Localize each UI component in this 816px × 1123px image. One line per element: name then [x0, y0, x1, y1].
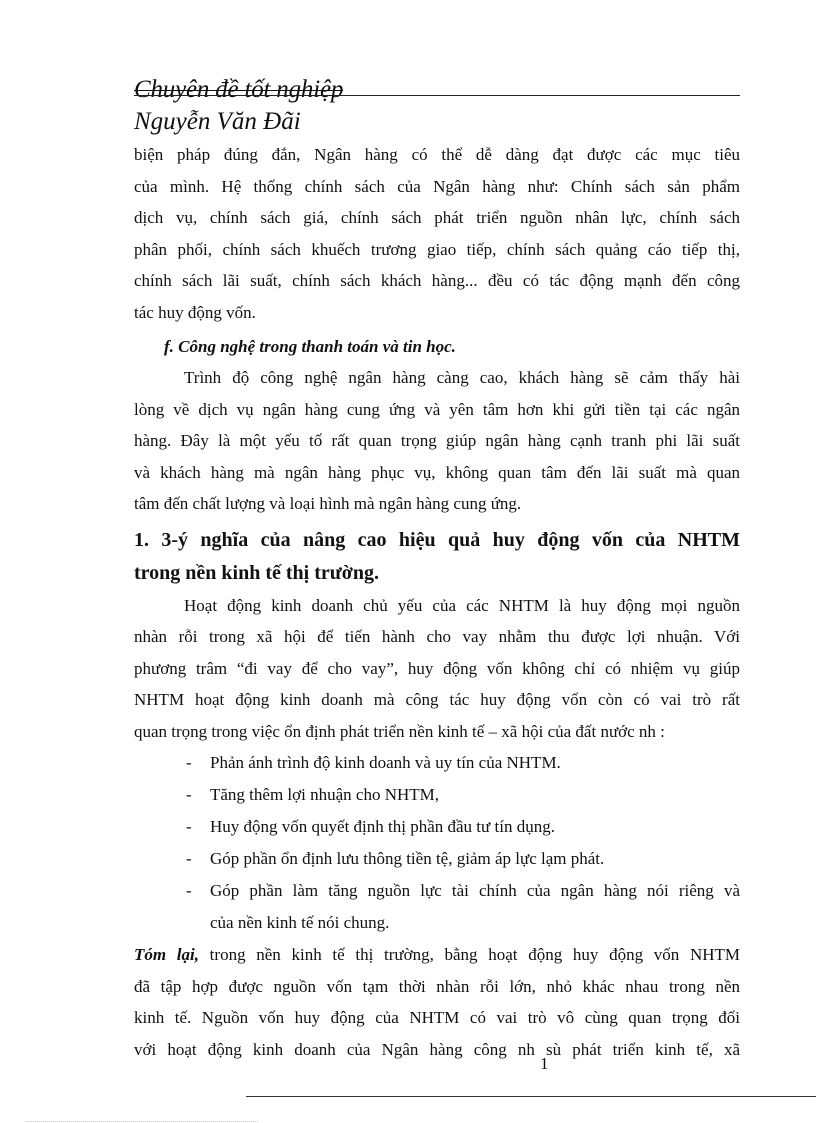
dash-marker: -: [186, 849, 192, 868]
text-line: hàng. Đây là một yếu tố rất quan trọng giúp ngân hàng cạnh tranh phi lãi suất: [134, 431, 740, 450]
text-line: dịch vụ, chính sách giá, chính sách phát triển nguồn nhân lực, chính sách: [134, 208, 740, 227]
text-line: chính sách lãi suất, chính sách khách hàng... đều có tác động mạnh đến công: [134, 271, 740, 290]
text-line: [134, 939, 740, 971]
list-item-text: Tăng thêm lợi nhuận cho NHTM,: [210, 785, 440, 804]
list-item: [134, 843, 740, 875]
page-number: 1: [540, 1054, 549, 1073]
list-item: [134, 875, 740, 939]
footer-rule: [246, 1096, 816, 1097]
text-line: nhàn rỗi trong xã hội để tiến hành cho vay nhằm thu được lợi nhuận. Với: [134, 627, 740, 646]
text-line: tác huy động vốn.: [134, 302, 256, 322]
document-header-title: Chuyên đề tốt nghiệp: [134, 76, 344, 103]
text-line: Hoạt động kinh doanh chủ yếu của các NHTM là huy động mọi nguồn: [184, 595, 740, 615]
list-item: [134, 747, 740, 779]
section-heading-line: trong nền kinh tế thị trường.: [134, 561, 379, 584]
text-line: NHTM hoạt động kinh doanh mà công tác huy động vốn còn có vai trò rất: [134, 690, 740, 709]
list-item-text: của nền kinh tế nói chung.: [210, 913, 390, 932]
summary-lead: Tóm lại,: [134, 945, 199, 964]
text-line: của mình. Hệ thống chính sách của Ngân hàng như: Chính sách sản phẩm: [134, 176, 740, 196]
dash-marker: -: [186, 753, 192, 772]
bullet-list: [134, 747, 740, 939]
paragraph-summary: [134, 939, 740, 1065]
paragraph-policies: [134, 139, 740, 328]
section-heading: [134, 524, 740, 590]
list-item-text: Phản ánh trình độ kinh doanh và uy tín của NHTM.: [210, 753, 561, 772]
list-item-text: Góp phần làm tăng nguồn lực tài chính của ngân hàng nói riêng và: [210, 881, 740, 900]
text-line: quan trọng trong việc ổn định phát triển nền kinh tế – xã hội của đất nước nh :: [134, 721, 665, 741]
dash-marker: -: [186, 785, 192, 804]
text-line: lòng về dịch vụ ngân hàng cung ứng và yên tâm hơn khi gửi tiền tại các ngân: [134, 399, 740, 419]
dash-marker: -: [186, 881, 192, 900]
subheading-technology: f. Công nghệ trong thanh toán và tin học.: [164, 337, 456, 356]
list-item-text: Huy động vốn quyết định thị phần đầu tư tín dụng.: [210, 817, 555, 836]
paragraph-technology: [134, 362, 740, 520]
list-item-text: Góp phần ổn định lưu thông tiền tệ, giảm áp lực lạm phát.: [210, 849, 605, 868]
dash-marker: -: [186, 817, 192, 836]
text-line: phương trâm “đi vay để cho vay”, huy động vốn không chỉ có nhiệm vụ giúp: [134, 658, 740, 678]
footer-dotted-rule: [26, 1121, 258, 1122]
text-line: tâm đến chất lượng và loại hình mà ngân hàng cung ứng.: [134, 494, 522, 513]
text-line: biện pháp đúng đắn, Ngân hàng có thể dễ dàng đạt được các mục tiêu: [134, 145, 740, 164]
section-heading-line: 1. 3-ý nghĩa của nâng cao hiệu quả huy động vốn của NHTM: [134, 528, 740, 551]
text-line: với hoạt động kinh doanh của Ngân hàng công nh sù phát triển kinh tế, xã: [134, 1039, 740, 1059]
text-line: đã tập hợp được nguồn vốn tạm thời nhàn rỗi lớn, nhỏ khác nhau trong nền: [134, 976, 740, 996]
page-body: [134, 139, 740, 1065]
header-rule: [134, 95, 740, 96]
text-line: phân phối, chính sách khuếch trương giao tiếp, chính sách quảng cáo tiếp thị,: [134, 239, 740, 259]
text-line: kinh tế. Nguồn vốn huy động của NHTM có vai trò vô cùng quan trọng đối: [134, 1008, 740, 1027]
list-item: [134, 779, 740, 811]
document-header-author: Nguyễn Văn Đãi: [134, 108, 301, 135]
text-line: và khách hàng mà ngân hàng phục vụ, không quan tâm đến lãi suất mà quan: [134, 462, 740, 482]
list-item: [134, 811, 740, 843]
paragraph-role: [134, 590, 740, 748]
text-line: Trình độ công nghệ ngân hàng càng cao, khách hàng sẽ cảm thấy hài: [184, 368, 740, 387]
summary-first-line: trong nền kinh tế thị trường, bằng hoạt động huy động vốn NHTM: [199, 945, 740, 964]
